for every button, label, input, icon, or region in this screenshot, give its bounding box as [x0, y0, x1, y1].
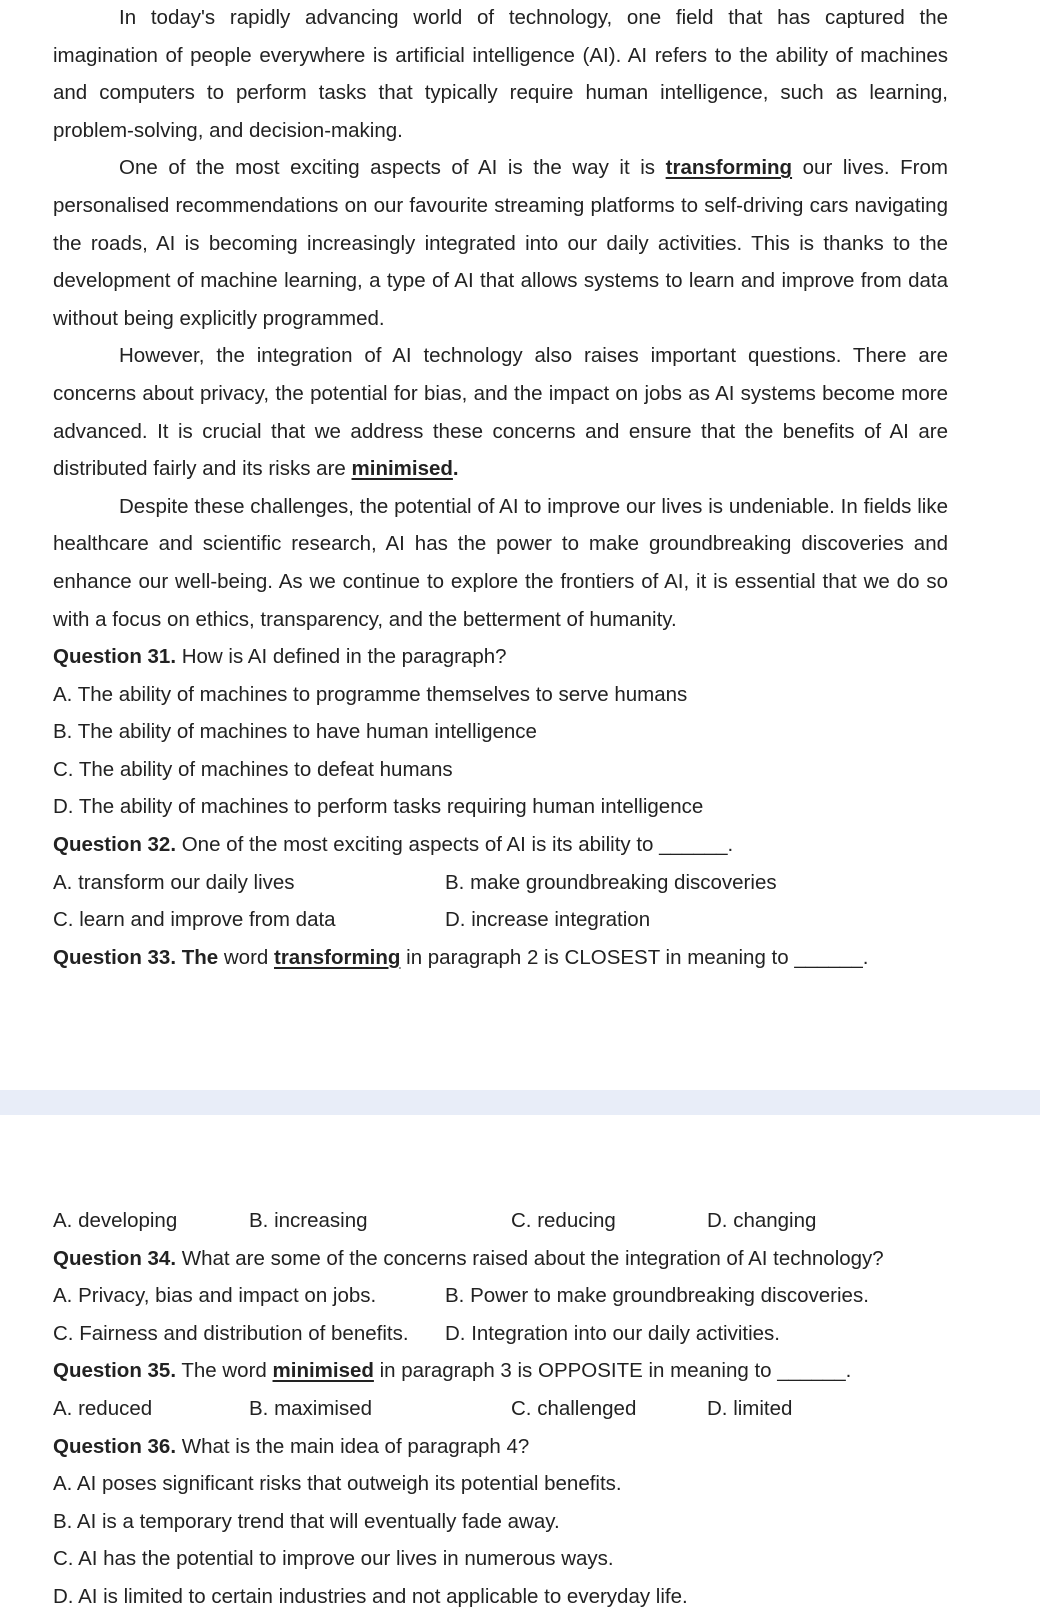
question-32: [53, 826, 948, 864]
passage-paragraph-3: [53, 337, 948, 487]
question-32-option-c: C. learn and improve from data: [53, 908, 336, 932]
paragraph-2-text-after: our lives. From personalised recommendations on our favourite streaming platforms to self-driving cars navigating the roads, AI is becoming increasingly integrated into our daily activities. This is thanks to the development of machine learning, a type of AI that allows systems to learn and improve from data without being explicitly programmed.: [53, 156, 948, 330]
question-35: [53, 1352, 948, 1390]
passage-paragraph-4: Despite these challenges, the potential of AI to improve our lives is undeniable. In fields like healthcare and scientific research, AI has the power to make groundbreaking discoveries and enhance our well-being. As we continue to explore the frontiers of AI, it is essential that we do so with a focus on ethics, transparency, and the betterment of humanity.: [53, 494, 948, 631]
question-35-label: Question 35.: [53, 1359, 177, 1383]
question-31-option-b: B. The ability of machines to have human intelligence: [53, 720, 537, 744]
paragraph-3-text-before: However, the integration of AI technology also raises important questions. There are concerns about privacy, the potential for bias, and the impact on jobs as AI systems become more advanced. It is crucial that we address these concerns and ensure that the benefits of AI are distributed fairly and its risks are: [53, 344, 948, 481]
question-32-option-d: D. increase integration: [445, 908, 651, 932]
question-31-option-a: A. The ability of machines to programme themselves to serve humans: [53, 682, 688, 706]
question-31-option-d: D. The ability of machines to perform tasks requiring human intelligence: [53, 795, 704, 819]
question-35-option-c: C. challenged: [511, 1396, 637, 1420]
question-36-option-c: C. AI has the potential to improve our lives in numerous ways.: [53, 1547, 614, 1571]
question-33: [53, 939, 948, 977]
question-34-option-a: A. Privacy, bias and impact on jobs.: [53, 1284, 377, 1308]
question-36-stem: What is the main idea of paragraph 4?: [176, 1434, 530, 1458]
question-36-option-a: A. AI poses significant risks that outweigh its potential benefits.: [53, 1472, 622, 1496]
question-35-stem-before: The word: [176, 1359, 273, 1383]
question-33-option-d: D. changing: [707, 1209, 817, 1232]
passage-paragraph-2: [53, 149, 948, 337]
question-33-option-b: B. increasing: [249, 1209, 368, 1232]
question-32-options-row-2: [53, 901, 948, 939]
question-36: [53, 1428, 948, 1466]
paragraph-3-text-after: .: [452, 457, 459, 481]
question-34: [53, 1240, 948, 1278]
question-33-option-c: C. reducing: [511, 1209, 616, 1232]
question-32-label: Question 32.: [53, 833, 177, 857]
question-35-keyword: minimised: [272, 1359, 374, 1383]
question-34-options-row-2: [53, 1315, 948, 1353]
question-34-option-c: C. Fairness and distribution of benefits.: [53, 1321, 409, 1345]
question-35-option-d: D. limited: [707, 1396, 793, 1420]
question-31: [53, 638, 948, 676]
question-34-option-b: B. Power to make groundbreaking discoveries.: [445, 1284, 869, 1308]
question-31-stem: How is AI defined in the paragraph?: [176, 645, 507, 669]
question-33-options-row: [53, 1202, 948, 1240]
question-36-label: Question 36.: [53, 1434, 177, 1458]
question-33-stem-after: in paragraph 2 is CLOSEST in meaning to ______.: [400, 945, 869, 969]
page-1-content: [53, 0, 948, 976]
question-32-option-a: A. transform our daily lives: [53, 870, 295, 894]
question-34-options-row-1: [53, 1277, 948, 1315]
keyword-transforming: transforming: [665, 156, 793, 180]
question-36-option-d: D. AI is limited to certain industries and not applicable to everyday life.: [53, 1584, 688, 1608]
page-break: [0, 1090, 1040, 1115]
question-34-label: Question 34.: [53, 1246, 177, 1270]
question-35-option-a: A. reduced: [53, 1396, 153, 1420]
question-31-label: Question 31.: [53, 645, 177, 669]
question-33-keyword: transforming: [274, 945, 401, 969]
question-35-stem-after: in paragraph 3 is OPPOSITE in meaning to ______.: [373, 1359, 852, 1383]
question-34-option-d: D. Integration into our daily activities.: [445, 1321, 780, 1345]
paragraph-2-text-before: One of the most exciting aspects of AI is the way it is: [119, 156, 666, 180]
question-32-options-row-1: [53, 864, 948, 902]
passage-paragraph-1: In today's rapidly advancing world of technology, one field that has captured the imagination of people everywhere is artificial intelligence (AI). AI refers to the ability of machines and computers to perform tasks that typically require human intelligence, such as learning, problem-solving, and decision-making.: [53, 6, 948, 142]
question-33-label: Question 33. The: [53, 945, 219, 969]
keyword-minimised: minimised: [351, 457, 453, 481]
question-35-option-b: B. maximised: [249, 1396, 373, 1420]
question-31-option-c: C. The ability of machines to defeat humans: [53, 757, 453, 781]
question-32-option-b: B. make groundbreaking discoveries: [445, 870, 777, 894]
question-35-options-row: [53, 1390, 948, 1428]
question-34-stem: What are some of the concerns raised about the integration of AI technology?: [176, 1246, 884, 1270]
question-33-option-a: A. developing: [53, 1209, 178, 1232]
question-33-stem-before: word: [218, 945, 274, 969]
question-36-option-b: B. AI is a temporary trend that will eventually fade away.: [53, 1509, 560, 1533]
page-2-content: [53, 1202, 948, 1616]
question-32-stem: One of the most exciting aspects of AI is its ability to ______.: [176, 833, 734, 857]
